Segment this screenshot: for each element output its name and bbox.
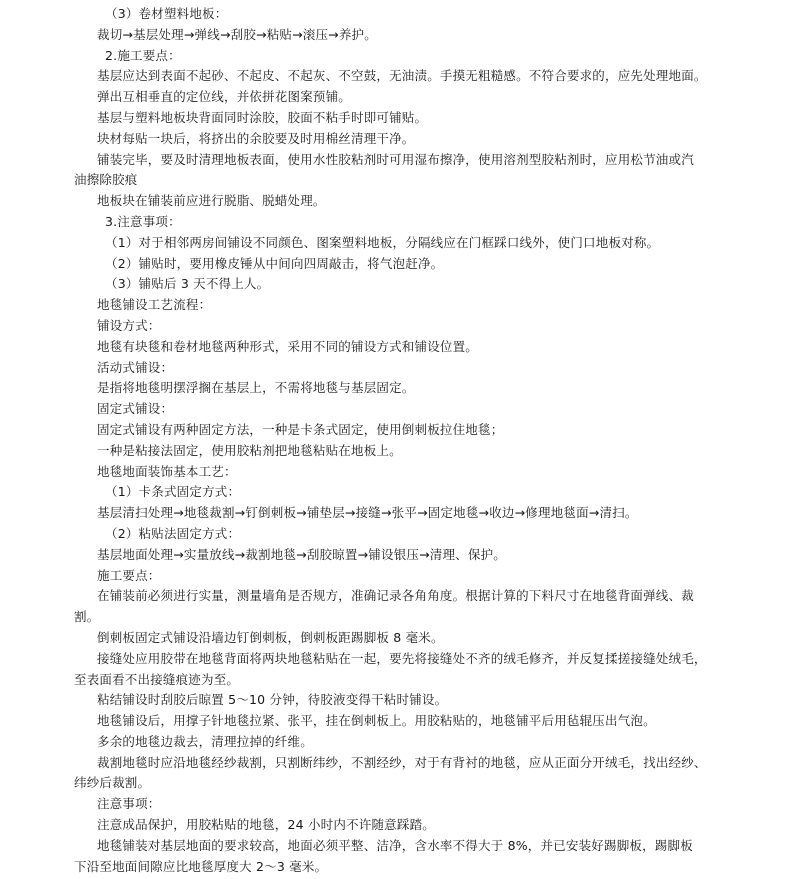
text-line: 地毯铺装对基层地面的要求较高，地面必须平整、洁净，含水率不得大于 8%，并已安装好踢脚板，踢脚板 xyxy=(97,837,693,853)
text-line: 注意事项： xyxy=(97,796,161,812)
text-line: 块材每贴一块后，将挤出的余胶要及时用棉丝清理干净。 xyxy=(97,130,415,146)
text-line: （3）铺贴后 3 天不得上人。 xyxy=(105,276,270,292)
text-line: 在铺装前必须进行实量，测量墙角是否规方，准确记录各角角度。根据计算的下料尺寸在地毯背面弹线、裁 xyxy=(97,588,694,604)
text-line: （3）卷材塑料地板： xyxy=(105,6,228,21)
text-line: 施工要点： xyxy=(97,567,161,583)
text-line: 粘结铺设时刮胶后晾置 5～10 分钟，待胶液变得干粘时铺设。 xyxy=(97,692,448,708)
text-line: 下沿至地面间隙应比地毯厚度大 2～3 毫米。 xyxy=(74,858,328,874)
text-line: （2）铺贴时，要用橡皮锤从中间向四周敲击，将气泡赶净。 xyxy=(105,255,444,271)
text-line: 基层与塑料地板块背面同时涂胶，胶面不粘手时即可铺贴。 xyxy=(97,109,428,125)
text-line: 一种是粘接法固定，使用胶粘剂把地毯粘贴在地板上。 xyxy=(97,442,402,458)
text-line: 割。 xyxy=(74,609,100,625)
text-line: 地毯有块毯和卷材地毯两种形式，采用不同的铺设方式和铺设位置。 xyxy=(97,338,479,354)
text-line: 油擦除胶痕 xyxy=(74,172,138,188)
text-line: 地毯铺设工艺流程： xyxy=(97,297,212,313)
text-line: 基层地面处理→实量放线→裁割地毯→刮胶晾置→铺设银压→清理、保护。 xyxy=(97,546,506,562)
text-line: 倒刺板固定式铺设沿墙边钉倒刺板，倒刺板距踢脚板 8 毫米。 xyxy=(97,629,444,645)
text-line: 地毯地面装饰基本工艺： xyxy=(97,463,237,479)
text-line: 地板块在铺装前应进行脱脂、脱蜡处理。 xyxy=(97,193,326,209)
document-body xyxy=(0,4,796,877)
text-line: 至表面看不出接缝痕迹为至。 xyxy=(74,671,240,687)
text-line: 铺设方式： xyxy=(97,317,161,333)
text-line: 注意成品保护，用胶粘贴的地毯，24 小时内不许随意踩踏。 xyxy=(97,817,435,833)
text-line: 2.施工要点： xyxy=(105,47,181,63)
text-line: 是指将地毯明摆浮搁在基层上，不需将地毯与基层固定。 xyxy=(97,380,415,396)
text-line: （1）卡条式固定方式： xyxy=(105,484,241,500)
text-line: （2）粘贴法固定方式： xyxy=(105,525,241,541)
text-line: 接缝处应用胶带在地毯背面将两块地毯粘贴在一起，要先将接缝处不齐的绒毛修齐，并反复揉搓接缝处绒毛， xyxy=(97,650,707,666)
text-line: 固定式铺设： xyxy=(97,401,174,417)
text-line: 铺装完毕，要及时清理地板表面，使用水性胶粘剂时可用湿布擦净，使用溶剂型胶粘剂时，应用松节油或汽 xyxy=(97,151,694,167)
text-line: 多余的地毯边裁去，清理拉掉的纤维。 xyxy=(97,733,313,749)
text-line: 地毯铺设后，用撑子针地毯拉紧、张平，挂在倒刺板上。用胶粘贴的，地毯铺平后用毡辊压出气泡。 xyxy=(97,713,656,729)
text-line: 纬纱后裁割。 xyxy=(74,775,151,791)
text-line: 裁割地毯时应沿地毯经纱裁割，只割断纬纱，不割经纱，对于有背衬的地毯，应从正面分开绒毛，找出经纱、 xyxy=(97,754,707,770)
text-line: 裁切→基层处理→弹线→刮胶→粘贴→滚压→养护。 xyxy=(97,26,377,42)
text-line: 基层清扫处理→地毯裁割→钉倒刺板→铺垫层→接缝→张平→固定地毯→收边→修理地毯面→清扫。 xyxy=(97,505,638,521)
text-line: 活动式铺设： xyxy=(97,359,174,375)
text-line: 基层应达到表面不起砂、不起皮、不起灰、不空鼓，无油渍。手摸无粗糙感。不符合要求的，应先处理地面。 xyxy=(97,68,707,84)
text-line: 弹出互相垂直的定位线，并依拼花图案预铺。 xyxy=(97,89,352,105)
text-line: 3.注意事项： xyxy=(105,213,181,229)
text-line: 固定式铺设有两种固定方法，一种是卡条式固定，使用倒刺板拉住地毯； xyxy=(97,421,504,437)
text-line: （1）对于相邻两房间铺设不同颜色、图案塑料地板，分隔线应在门框踩口线外，使门口地板对称。 xyxy=(105,234,660,250)
